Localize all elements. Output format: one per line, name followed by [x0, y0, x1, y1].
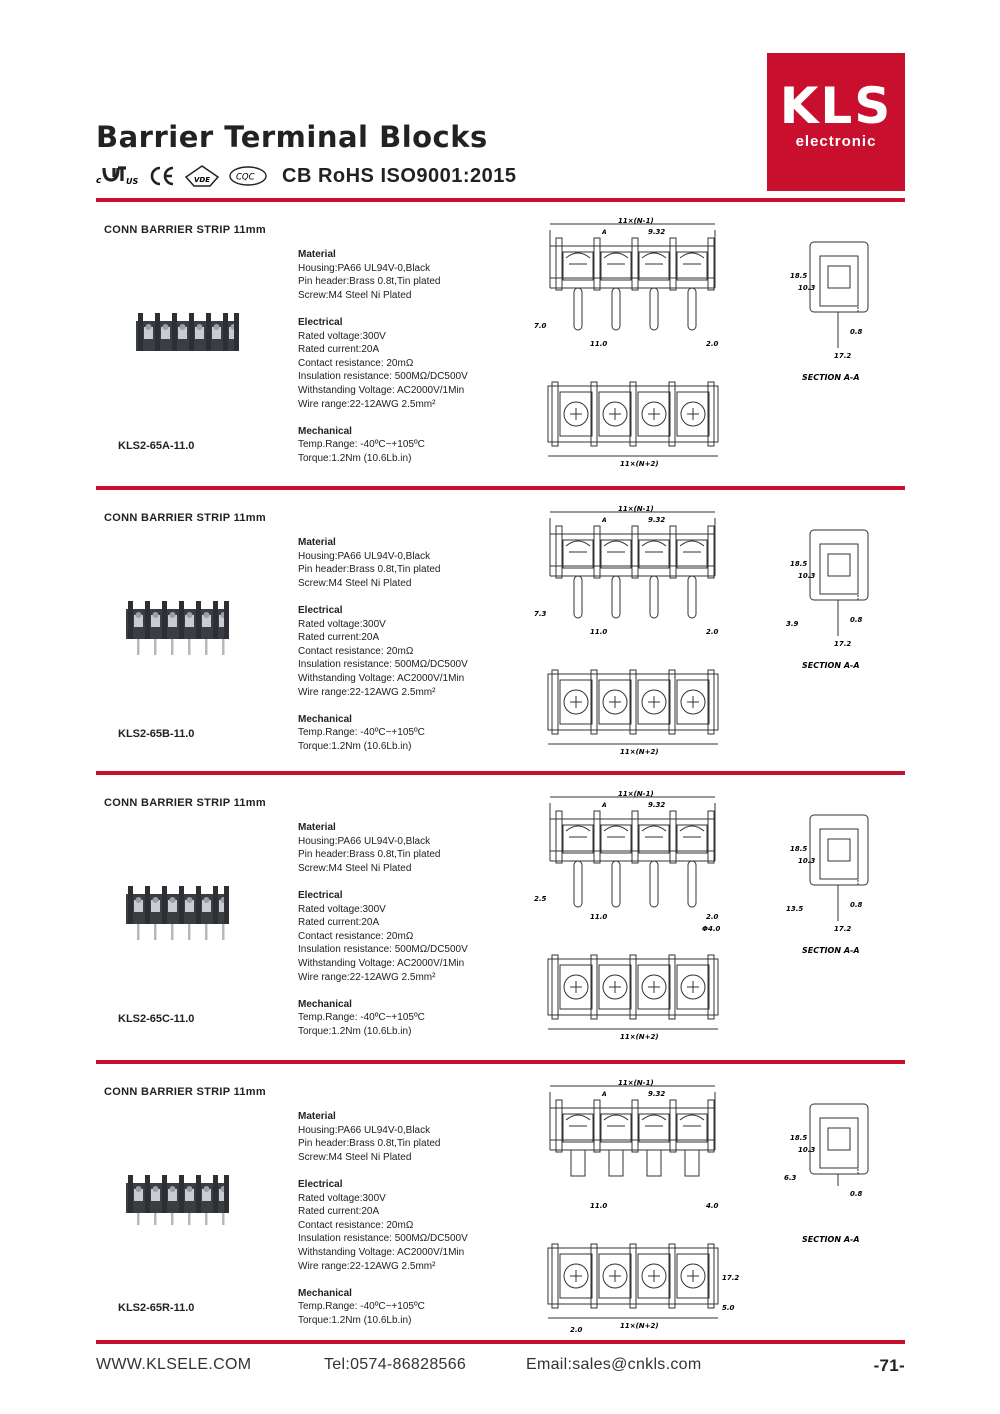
section-dim-5: 3.9	[786, 620, 799, 628]
electrical-line: Rated current:20A	[298, 1206, 380, 1218]
spacer	[298, 699, 528, 713]
cqc-text: CQC	[236, 172, 255, 183]
section-dim-3: 0.8	[850, 616, 863, 624]
logo-brand: KLS	[779, 77, 893, 135]
section-dim-3: 0.8	[850, 1190, 863, 1198]
electrical-line: Withstanding Voltage: AC2000V/1Min	[298, 672, 465, 684]
mechanical-line: Temp.Range: -40ºC~+105ºC	[298, 1012, 425, 1024]
dim-a-label: A	[602, 1091, 607, 1098]
cqc-mark-icon	[228, 165, 268, 187]
material-heading: Material	[298, 249, 336, 260]
dim-top-label: 11×(N-1)	[618, 790, 654, 798]
electrical-line: Withstanding Voltage: AC2000V/1Min	[298, 384, 465, 396]
electrical-line: Insulation resistance: 500MΩ/DC500V	[298, 371, 468, 383]
section-dim-4: 17.2	[834, 925, 852, 933]
dim-pitch-label: 9.32	[648, 801, 666, 809]
mechanical-line: Temp.Range: -40ºC~+105ºC	[298, 1301, 425, 1313]
section-title: CONN BARRIER STRIP 11mm	[104, 1086, 266, 1098]
front-view-drawing	[530, 1080, 730, 1230]
product-photo	[120, 1165, 240, 1235]
page-number: -71-	[873, 1356, 905, 1375]
part-number: KLS2-65B-11.0	[118, 728, 195, 740]
electrical-line: Rated voltage:300V	[298, 618, 386, 630]
dim-a-label: A	[602, 229, 607, 236]
mechanical-line: Torque:1.2Nm (10.6Lb.in)	[298, 740, 412, 752]
electrical-line: Wire range:22-12AWG 2.5mm²	[298, 1260, 436, 1272]
dim-w2-label: 2.0	[706, 913, 719, 921]
front-view-drawing	[530, 218, 730, 368]
section-label: SECTION A-A	[802, 1235, 860, 1244]
material-line: Housing:PA66 UL94V-0,Black	[298, 262, 431, 274]
dim-top-label: 11×(N-1)	[618, 505, 654, 513]
electrical-line: Wire range:22-12AWG 2.5mm²	[298, 686, 436, 698]
material-line: Screw:M4 Steel Ni Plated	[298, 862, 412, 874]
divider	[96, 771, 905, 775]
dim-h3-label: 5.0	[722, 1304, 735, 1312]
dim-bottom-label: 11×(N+2)	[620, 1322, 659, 1330]
section-dim-5: 13.5	[786, 905, 804, 913]
vde-text: VDE	[194, 176, 211, 184]
spec-block	[298, 821, 528, 1039]
electrical-line: Contact resistance: 20mΩ	[298, 930, 414, 942]
material-line: Housing:PA66 UL94V-0,Black	[298, 550, 431, 562]
dim-w2-label: 2.0	[706, 628, 719, 636]
mechanical-heading: Mechanical	[298, 713, 352, 725]
material-line: Screw:M4 Steel Ni Plated	[298, 1151, 412, 1163]
footer-email[interactable]: Email:sales@cnkls.com	[526, 1356, 702, 1373]
spec-block	[298, 536, 528, 754]
front-view-drawing	[530, 791, 730, 941]
electrical-line: Contact resistance: 20mΩ	[298, 1219, 414, 1231]
dim-w3-label: Φ4.0	[702, 925, 721, 933]
material-line: Housing:PA66 UL94V-0,Black	[298, 1124, 431, 1136]
front-view-drawing	[530, 506, 730, 656]
electrical-line: Wire range:22-12AWG 2.5mm²	[298, 398, 436, 410]
mechanical-line: Torque:1.2Nm (10.6Lb.in)	[298, 1025, 412, 1037]
mechanical-line: Temp.Range: -40ºC~+105ºC	[298, 727, 425, 739]
section-dim-4: 17.2	[834, 352, 852, 360]
spacer	[298, 590, 528, 604]
section-dim-1: 18.5	[790, 845, 808, 853]
part-number: KLS2-65R-11.0	[118, 1302, 195, 1314]
electrical-line: Withstanding Voltage: AC2000V/1Min	[298, 957, 465, 969]
mechanical-line: Temp.Range: -40ºC~+105ºC	[298, 439, 425, 451]
spacer	[298, 1164, 528, 1178]
dim-w4-label: 2.0	[570, 1326, 583, 1334]
vde-mark-icon	[184, 164, 220, 188]
electrical-line: Insulation resistance: 500MΩ/DC500V	[298, 1233, 468, 1245]
dim-bottom-label: 11×(N+2)	[620, 460, 659, 468]
spacer	[298, 984, 528, 998]
dim-bottom-label: 11×(N+2)	[620, 1033, 659, 1041]
part-number: KLS2-65C-11.0	[118, 1013, 195, 1025]
mechanical-heading: Mechanical	[298, 1287, 352, 1299]
section-dim-2: 10.3	[798, 284, 816, 292]
material-heading: Material	[298, 537, 336, 548]
page-title: Barrier Terminal Blocks	[96, 120, 488, 154]
dim-pitch-label: 9.32	[648, 228, 666, 236]
ul-mark-icon	[96, 165, 140, 187]
section-title: CONN BARRIER STRIP 11mm	[104, 797, 266, 809]
dim-h1-label: 7.3	[534, 610, 547, 618]
section-label: SECTION A-A	[802, 373, 860, 382]
divider	[96, 486, 905, 490]
dim-w1-label: 11.0	[590, 628, 608, 636]
dim-w2-label: 2.0	[706, 340, 719, 348]
mechanical-line: Torque:1.2Nm (10.6Lb.in)	[298, 452, 412, 464]
footer-tel: Tel:0574-86828566	[324, 1356, 467, 1373]
dim-bottom-label: 11×(N+2)	[620, 748, 659, 756]
divider	[96, 1340, 905, 1344]
dim-w1-label: 11.0	[590, 1202, 608, 1210]
section-view-drawing	[780, 238, 890, 388]
mechanical-heading: Mechanical	[298, 998, 352, 1010]
dim-top-label: 11×(N-1)	[618, 1079, 654, 1087]
dim-w1-label: 11.0	[590, 340, 608, 348]
electrical-line: Withstanding Voltage: AC2000V/1Min	[298, 1246, 465, 1258]
electrical-line: Contact resistance: 20mΩ	[298, 645, 414, 657]
product-photo	[120, 876, 240, 946]
footer-website[interactable]: WWW.KLSELE.COM	[96, 1356, 252, 1373]
electrical-line: Contact resistance: 20mΩ	[298, 357, 414, 369]
mechanical-line: Torque:1.2Nm (10.6Lb.in)	[298, 1314, 412, 1326]
section-dim-1: 18.5	[790, 1134, 808, 1142]
ul-us: US	[126, 177, 139, 186]
dim-w1-label: 11.0	[590, 913, 608, 921]
spacer	[298, 1273, 528, 1287]
spacer	[298, 411, 528, 425]
section-view-drawing	[780, 1100, 890, 1250]
section-view-drawing	[780, 811, 890, 961]
logo-subtitle: electronic	[795, 133, 877, 150]
material-line: Pin header:Brass 0.8t,Tin plated	[298, 276, 441, 288]
spec-block	[298, 248, 528, 466]
dim-h1-label: 7.0	[534, 322, 547, 330]
electrical-heading: Electrical	[298, 604, 343, 616]
dim-h1-label: 2.5	[534, 895, 547, 903]
top-view-drawing	[530, 666, 730, 761]
section-dim-2: 10.3	[798, 572, 816, 580]
section-dim-2: 10.3	[798, 1146, 816, 1154]
spacer	[298, 302, 528, 316]
material-line: Housing:PA66 UL94V-0,Black	[298, 835, 431, 847]
material-line: Pin header:Brass 0.8t,Tin plated	[298, 1138, 441, 1150]
section-title: CONN BARRIER STRIP 11mm	[104, 224, 266, 236]
electrical-heading: Electrical	[298, 889, 343, 901]
electrical-line: Rated voltage:300V	[298, 330, 386, 342]
electrical-line: Rated current:20A	[298, 632, 380, 644]
dim-h2-label: 17.2	[722, 1274, 740, 1282]
section-dim-1: 18.5	[790, 272, 808, 280]
material-line: Screw:M4 Steel Ni Plated	[298, 289, 412, 301]
mechanical-heading: Mechanical	[298, 425, 352, 437]
section-label: SECTION A-A	[802, 946, 860, 955]
divider	[96, 198, 905, 202]
electrical-line: Rated voltage:300V	[298, 903, 386, 915]
dim-a-label: A	[602, 802, 607, 809]
top-view-drawing	[530, 1240, 740, 1335]
cert-text: CB RoHS ISO9001:2015	[282, 164, 517, 187]
certification-row	[96, 163, 517, 189]
section-dim-3: 0.8	[850, 328, 863, 336]
ce-mark-icon	[148, 165, 176, 187]
section-dim-3: 0.8	[850, 901, 863, 909]
electrical-line: Rated current:20A	[298, 344, 380, 356]
footer	[96, 1356, 905, 1374]
electrical-heading: Electrical	[298, 1178, 343, 1190]
material-line: Pin header:Brass 0.8t,Tin plated	[298, 564, 441, 576]
top-view-drawing	[530, 378, 730, 473]
material-heading: Material	[298, 822, 336, 833]
material-line: Screw:M4 Steel Ni Plated	[298, 577, 412, 589]
section-dim-1: 18.5	[790, 560, 808, 568]
electrical-line: Rated voltage:300V	[298, 1192, 386, 1204]
electrical-line: Insulation resistance: 500MΩ/DC500V	[298, 659, 468, 671]
product-photo	[120, 591, 240, 661]
dim-pitch-label: 9.32	[648, 516, 666, 524]
top-view-drawing	[530, 951, 730, 1046]
part-number: KLS2-65A-11.0	[118, 440, 195, 452]
dim-a-label: A	[602, 517, 607, 524]
material-line: Pin header:Brass 0.8t,Tin plated	[298, 849, 441, 861]
spec-block	[298, 1110, 528, 1328]
section-dim-2: 10.3	[798, 857, 816, 865]
material-heading: Material	[298, 1111, 336, 1122]
section-label: SECTION A-A	[802, 661, 860, 670]
electrical-line: Rated current:20A	[298, 917, 380, 929]
dim-pitch-label: 9.32	[648, 1090, 666, 1098]
section-dim-6: 6.3	[784, 1174, 797, 1182]
dim-w2-label: 4.0	[706, 1202, 719, 1210]
electrical-line: Insulation resistance: 500MΩ/DC500V	[298, 944, 468, 956]
section-dim-4: 17.2	[834, 640, 852, 648]
spacer	[298, 875, 528, 889]
dim-top-label: 11×(N-1)	[618, 217, 654, 225]
electrical-heading: Electrical	[298, 316, 343, 328]
ul-c: c	[96, 176, 102, 186]
product-photo	[130, 303, 250, 373]
kls-logo	[767, 53, 905, 191]
section-view-drawing	[780, 526, 890, 676]
electrical-line: Wire range:22-12AWG 2.5mm²	[298, 971, 436, 983]
section-title: CONN BARRIER STRIP 11mm	[104, 512, 266, 524]
divider	[96, 1060, 905, 1064]
